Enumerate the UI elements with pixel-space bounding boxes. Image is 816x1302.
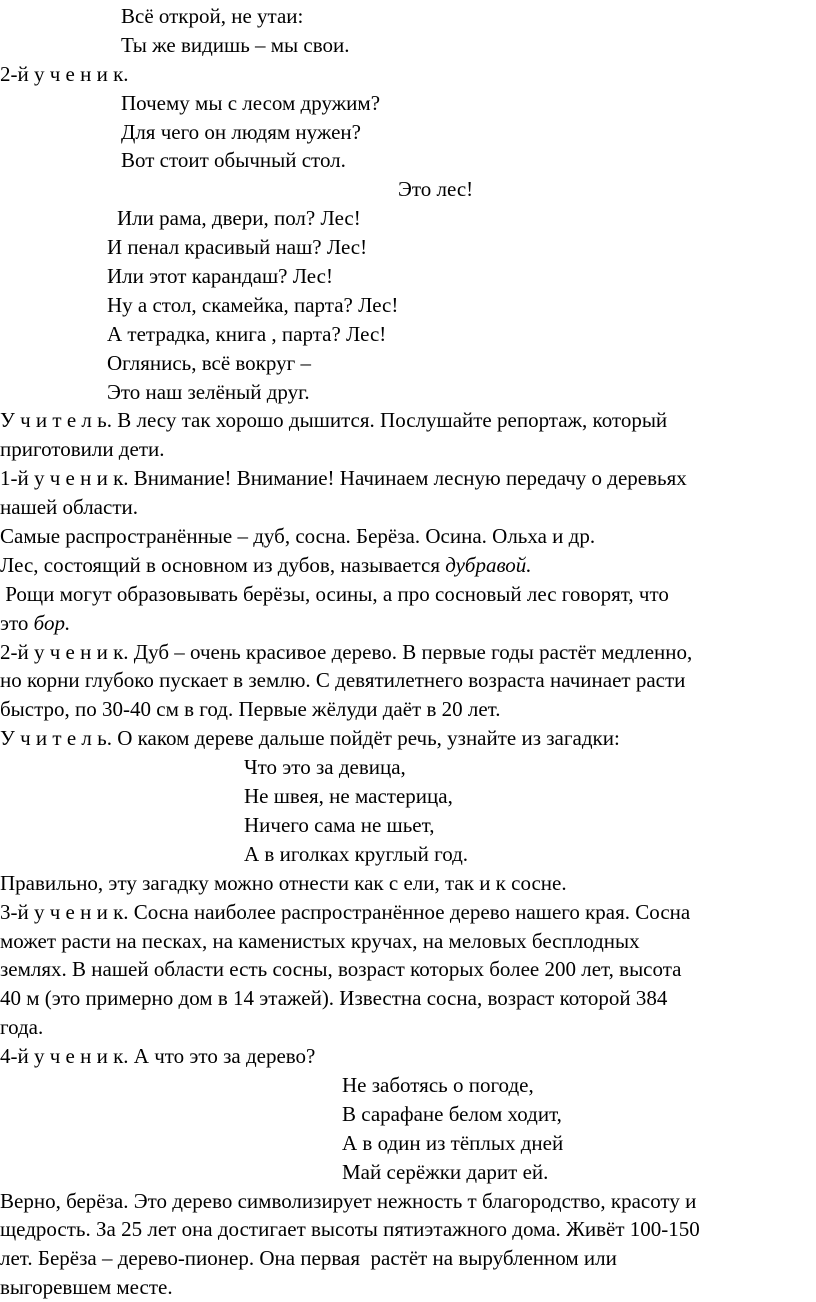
- poem-line: Оглянись, всё вокруг –: [107, 350, 311, 375]
- riddle-line: Ничего сама не шьет,: [244, 812, 435, 837]
- teacher-paragraph-line: У ч и т е л ь. В лесу так хорошо дышится. Послушайте репортаж, который: [0, 408, 668, 433]
- student-paragraph-line: 2-й у ч е н и к. Дуб – очень красивое дерево. В первые годы растёт медленно,: [0, 639, 693, 664]
- student-paragraph-line: 40 м (это примерно дом в 14 этажей). Известна сосна, возраст которой 384: [0, 986, 668, 1011]
- speaker-label: 2-й у ч е н и к.: [0, 61, 129, 86]
- poem-line: Или этот карандаш? Лес!: [107, 264, 333, 289]
- riddle-line: А в иголках круглый год.: [244, 841, 469, 866]
- paragraph-line: щедрость. За 25 лет она достигает высоты пятиэтажного дома. Живёт 100-150: [0, 1217, 700, 1242]
- student-paragraph-line: 3-й у ч е н и к. Сосна наиболее распространённое дерево нашего края. Сосна: [0, 899, 691, 924]
- poem-line: Это лес!: [398, 177, 474, 202]
- student-paragraph-line: быстро, по 30-40 см в год. Первые жёлуди даёт в 20 лет.: [0, 697, 501, 722]
- groves-text-tail: это: [0, 610, 34, 635]
- oak-forest-term: дубравой.: [445, 552, 532, 577]
- oak-forest-text: Лес, состоящий в основном из дубов, называется: [0, 552, 446, 577]
- paragraph-line: Рощи могут образовывать берёзы, осины, а про сосновый лес говорят, что: [0, 581, 669, 606]
- student-paragraph-line: землях. В нашей области есть сосны, возраст которых более 200 лет, высота: [0, 957, 682, 982]
- poem-line: Ну а стол, скамейка, парта? Лес!: [107, 292, 399, 317]
- riddle-line: Не швея, не мастерица,: [244, 784, 453, 809]
- paragraph-line: Самые распространённые – дуб, сосна. Берёза. Осина. Ольха и др.: [0, 524, 596, 549]
- student-paragraph-line: года.: [0, 1015, 44, 1040]
- riddle-line: В сарафане белом ходит,: [342, 1101, 562, 1126]
- teacher-paragraph-line: приготовили дети.: [0, 437, 165, 462]
- paragraph-line: лет. Берёза – дерево-пионер. Она первая растёт на вырубленном или: [0, 1246, 617, 1271]
- student-paragraph-line: 1-й у ч е н и к. Внимание! Внимание! Начинаем лесную передачу о деревьях: [0, 466, 687, 491]
- riddle-line: А в один из тёплых дней: [342, 1130, 564, 1155]
- poem-line: Или рама, двери, пол? Лес!: [117, 206, 361, 231]
- poem-line: Вот стоит обычный стол.: [121, 148, 346, 173]
- poem-line: Почему мы с лесом дружим?: [121, 90, 381, 115]
- poem-line: А тетрадка, книга , парта? Лес!: [107, 321, 387, 346]
- paragraph-line: Правильно, эту загадку можно отнести как с ели, так и к сосне.: [0, 870, 567, 895]
- paragraph-line: [0, 551, 816, 580]
- poem-line: Всё открой, не утаи:: [121, 4, 304, 28]
- pine-forest-term: бор.: [33, 610, 71, 635]
- poem-line: И пенал красивый наш? Лес!: [107, 235, 368, 260]
- teacher-paragraph-line: У ч и т е л ь. О каком дереве дальше пойдёт речь, узнайте из загадки:: [0, 726, 620, 751]
- poem-line: Ты же видишь – мы свои.: [121, 32, 350, 57]
- paragraph-line: Верно, берёза. Это дерево символизирует нежность т благородство, красоту и: [0, 1188, 697, 1213]
- poem-line: Для чего он людям нужен?: [121, 119, 361, 144]
- student-paragraph-line: нашей области.: [0, 495, 138, 520]
- student-paragraph-line: может расти на песках, на каменистых кручах, на меловых бесплодных: [0, 928, 640, 953]
- riddle-line: Май серёжки дарит ей.: [342, 1159, 549, 1184]
- riddle-line: Что это за девица,: [244, 755, 406, 780]
- paragraph-line: выгоревшем месте.: [0, 1275, 173, 1300]
- paragraph-line: [0, 609, 816, 638]
- poem-line: Это наш зелёный друг.: [107, 379, 310, 404]
- riddle-line: Не заботясь о погоде,: [342, 1072, 534, 1097]
- student-paragraph-line: но корни глубоко пускает в землю. С девятилетнего возраста начинает расти: [0, 668, 686, 693]
- student-paragraph-line: 4-й у ч е н и к. А что это за дерево?: [0, 1044, 316, 1069]
